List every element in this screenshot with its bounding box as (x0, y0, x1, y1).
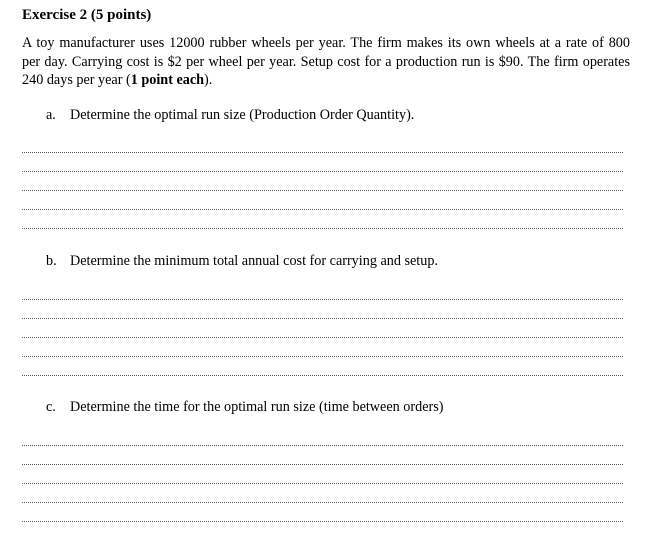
exercise-title: Exercise 2 (5 points) (22, 7, 152, 23)
answer-line (22, 483, 623, 484)
question-c-text: Determine the time for the optimal run size (time between orders) (70, 399, 444, 415)
points-each-note: 1 point each (130, 72, 205, 88)
question-b (46, 253, 438, 270)
question-b-text: Determine the minimum total annual cost for carrying and setup. (70, 253, 438, 269)
intro-line-3-start: 240 days per year ( (22, 72, 131, 88)
answer-line (22, 445, 623, 446)
exercise-intro (22, 34, 630, 90)
answer-line (22, 521, 623, 522)
intro-line-3 (22, 71, 630, 90)
answer-line (22, 209, 623, 210)
question-c-marker: c. (46, 399, 56, 415)
question-a (46, 107, 414, 124)
answer-line (22, 190, 623, 191)
answer-line (22, 171, 623, 172)
intro-line-3-end: ). (204, 72, 213, 88)
answer-line (22, 318, 623, 319)
answer-line (22, 375, 623, 376)
answer-line (22, 228, 623, 229)
answer-line (22, 337, 623, 338)
answer-line (22, 299, 623, 300)
intro-line-1: A toy manufacturer uses 12000 rubber wheels per year. The firm makes its own wheels at a rate of 800 (22, 35, 630, 51)
intro-line-2: per day. Carrying cost is $2 per wheel per year. Setup cost for a production run is $90. The firm operates (22, 53, 630, 70)
answer-line (22, 152, 623, 153)
answer-line (22, 502, 623, 503)
question-a-text: Determine the optimal run size (Production Order Quantity). (70, 107, 415, 123)
question-a-marker: a. (46, 107, 56, 123)
question-c (46, 399, 443, 416)
question-b-marker: b. (46, 253, 57, 269)
answer-line (22, 356, 623, 357)
answer-line (22, 464, 623, 465)
